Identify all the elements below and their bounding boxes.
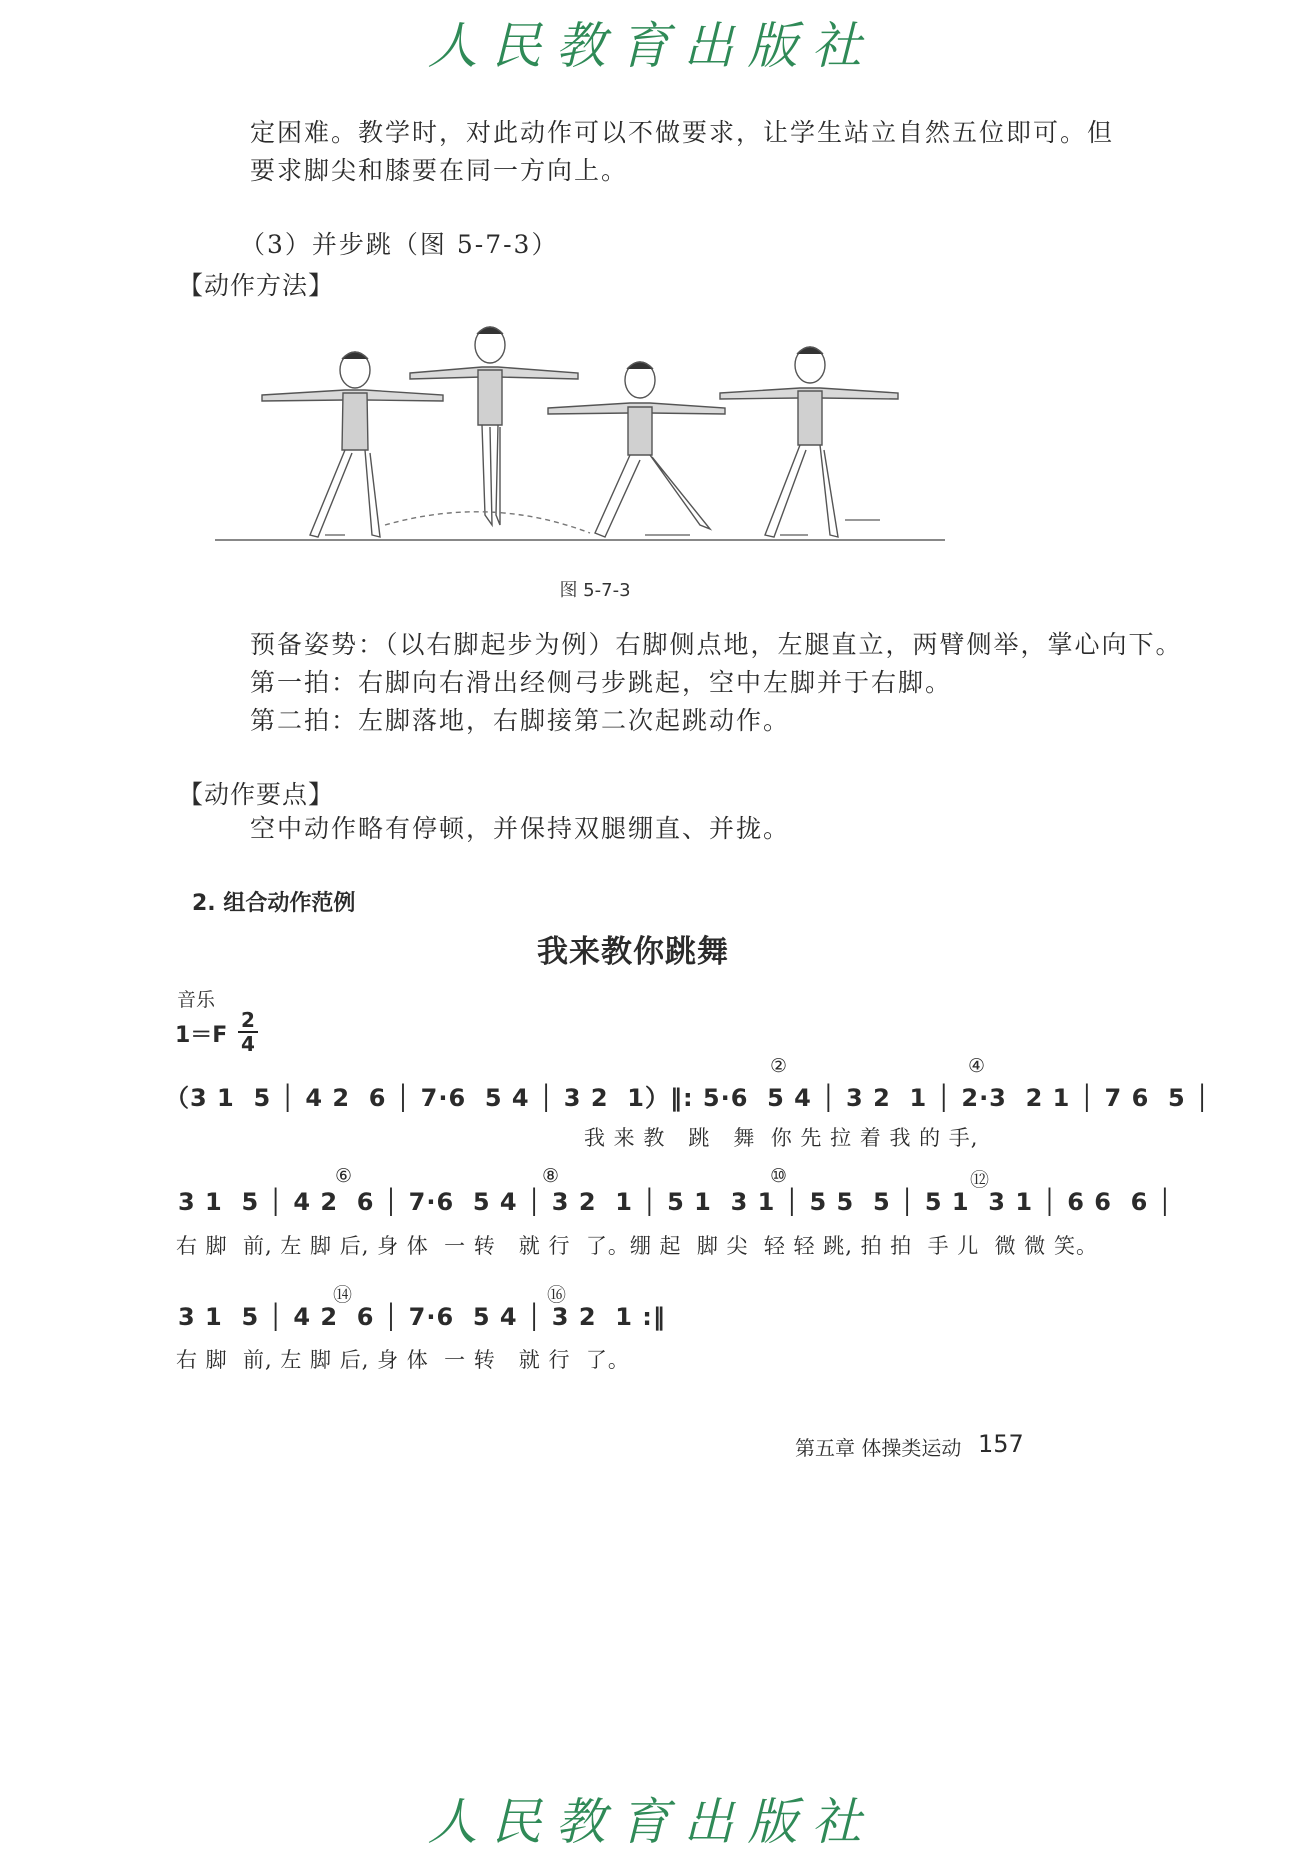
page-number: 157 [978, 1430, 1024, 1458]
song-title: 我来教你跳舞 [537, 934, 729, 970]
dancer-4 [720, 347, 898, 537]
lyric-line-1: 我 来 教 跳 舞 你 先 拉 着 我 的 手, [584, 1126, 979, 1150]
bar-marker-12: ⑫ [970, 1169, 990, 1191]
intro-line-2: 要求脚尖和膝要在同一方向上。 [250, 156, 629, 185]
key-signature: 1＝F [175, 1023, 228, 1048]
bar-marker-14: ⑭ [333, 1284, 353, 1306]
lyric-line-3: 右 脚 前, 左 脚 后, 身 体 一 转 就 行 了。 [176, 1348, 630, 1372]
publisher-logo-header: 人民教育出版社 [427, 17, 876, 75]
publisher-logo-footer: 人民教育出版社 [427, 1793, 876, 1851]
step-prep: 预备姿势：（以右脚起步为例）右脚侧点地，左腿直立，两臂侧举，掌心向下。 [250, 630, 1183, 659]
dancer-figure [200, 315, 960, 560]
bar-marker-4: ④ [968, 1055, 986, 1077]
figure-caption: 图 5-7-3 [559, 580, 631, 601]
chapter-label: 第五章 体操类运动 [795, 1436, 962, 1460]
step-beat-1: 第一拍：右脚向右滑出经侧弓步跳起，空中左脚并于右脚。 [250, 668, 953, 697]
method-heading: 【动作方法】 [178, 271, 335, 300]
music-label: 音乐 [177, 989, 216, 1011]
score-line-2: 3 1 5 │ 4 2 6 │ 7·6 5 4 │ 3 2 1 │ 5 1 3 1 │ 5 5 5 │ 5 1 3 1 │ 6 6 6 │ [178, 1188, 1174, 1216]
time-sig-bottom: 4 [241, 1032, 255, 1056]
bar-marker-16: ⑯ [547, 1284, 567, 1306]
bar-marker-10: ⑩ [770, 1165, 788, 1187]
intro-line-1: 定困难。教学时，对此动作可以不做要求，让学生站立自然五位即可。但 [250, 118, 1115, 147]
time-signature [238, 1010, 258, 1054]
step-beat-2: 第二拍：左脚落地，右脚接第二次起跳动作。 [250, 706, 791, 735]
dancer-2 [410, 327, 578, 525]
subsection-title: 2. 组合动作范例 [192, 891, 356, 916]
score-line-1: （3 1 5 │ 4 2 6 │ 7·6 5 4 │ 3 2 1）‖: 5·6 5 4 │ 3 2 1 │ 2·3 2 1 │ 7 6 5 │ [165, 1084, 1211, 1112]
lyric-line-2: 右 脚 前, 左 脚 后, 身 体 一 转 就 行 了。绷 起 脚 尖 轻 轻 跳, 拍 拍 手 儿 微 微 笑。 [176, 1234, 1098, 1258]
bar-marker-2: ② [770, 1055, 788, 1077]
score-line-3: 3 1 5 │ 4 2 6 │ 7·6 5 4 │ 3 2 1 :‖ [178, 1303, 666, 1331]
time-sig-top: 2 [241, 1008, 255, 1032]
bar-marker-8: ⑧ [542, 1165, 560, 1187]
bar-marker-6: ⑥ [335, 1165, 353, 1187]
section-title: （3）并步跳（图 5-7-3） [240, 230, 559, 259]
dancer-3 [548, 362, 725, 537]
dancer-1 [262, 352, 443, 537]
key-points-text: 空中动作略有停顿，并保持双腿绷直、并拢。 [250, 814, 791, 843]
key-points-heading: 【动作要点】 [178, 780, 335, 809]
